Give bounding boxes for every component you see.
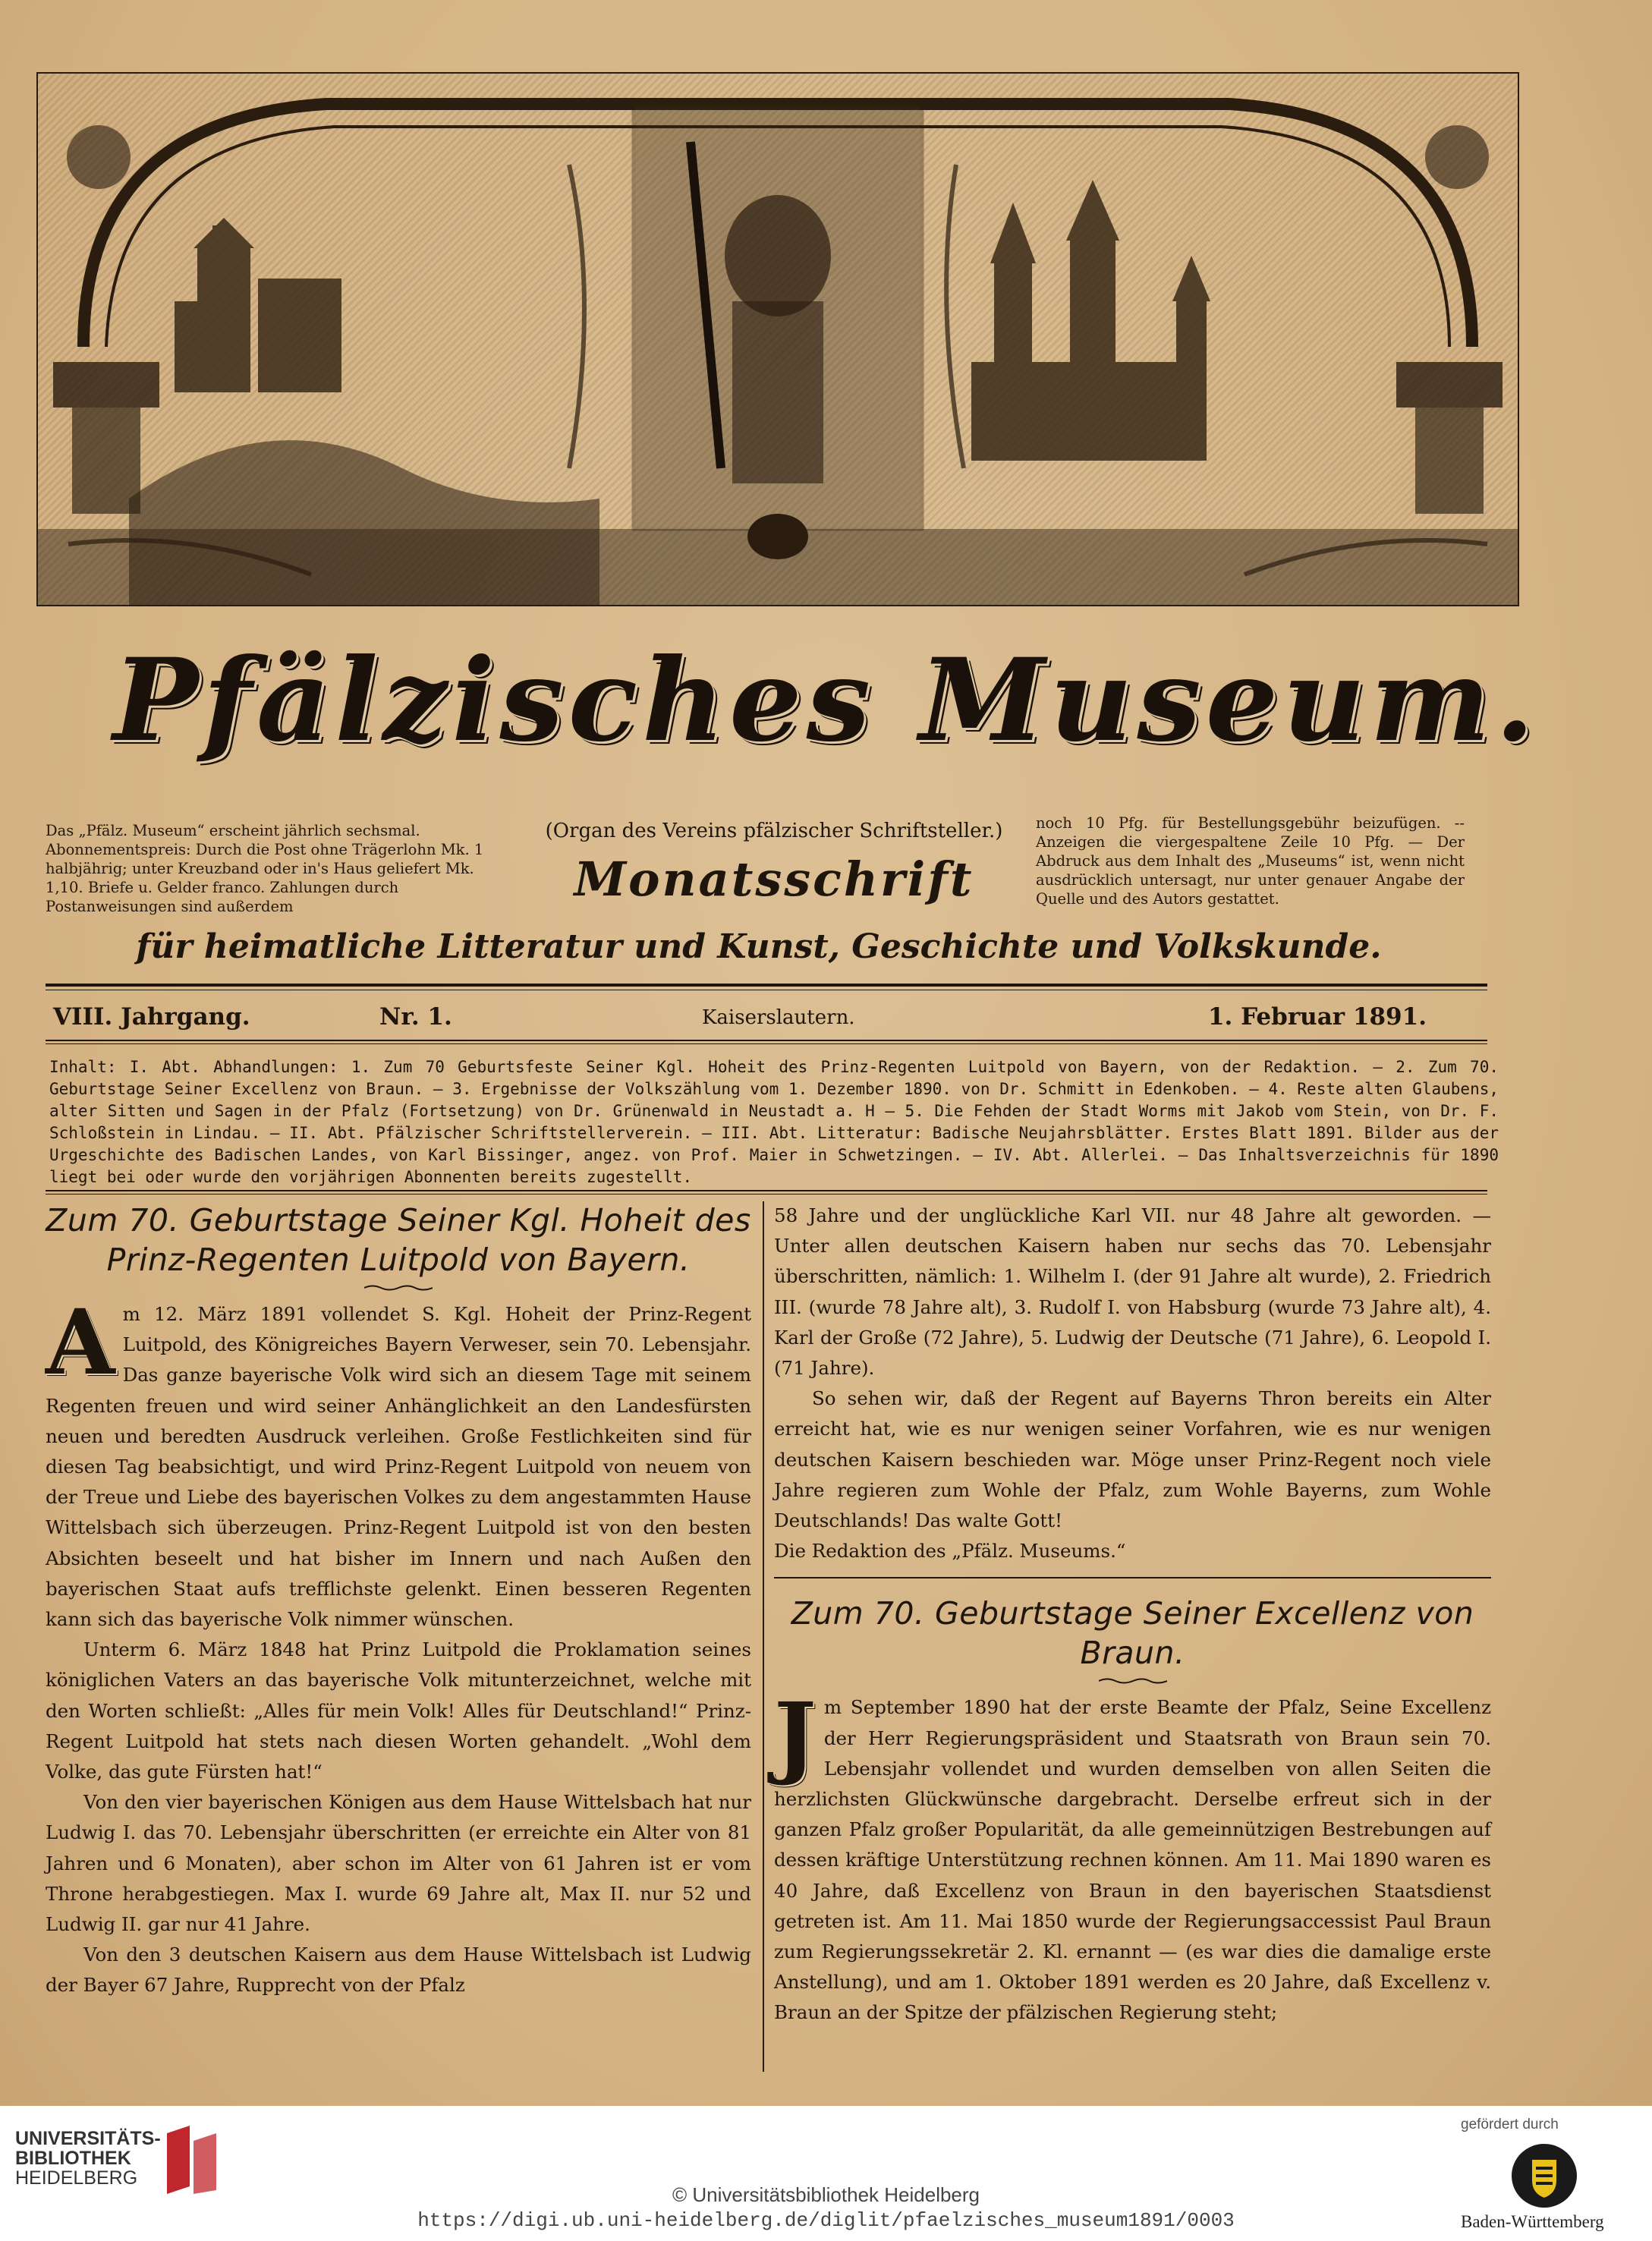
article-headline: Zum 70. Geburtstage Seiner Kgl. Hoheit des Prinz-Regenten Luitpold von Bayern. (46, 1202, 751, 1278)
paragraph: Am 12. März 1891 vollendet S. Kgl. Hoheit der Prinz-Regent Luitpold, des Königreiches Bayern Verweser, sein 70. Lebensjahr. Das ganze bayerische Volk wird sich an diesem Tage mit seinem Regenten freuen und wird seiner Anhänglichkeit an den Landesfürsten neuen und beredten Ausdruck verleihen. Große Festlichkeiten sind für diesen Tag beabsichtigt, und wird Prinz-Regent Luitpold von neuem von der Treue und Liebe des bayerischen Volkes zu dem angestammten Hause Wittelsbach sich überzeugen. Prinz-Regent Luitpold ist von den besten Absichten beseelt und hat bisher im Innern und nach Außen den bayerischen Staat aufs trefflichste gelenkt. Einen besseren Regenten kann sich das bayerische Volk nimmer wünschen. (46, 1289, 751, 1631)
monatsschrift-title: Monatsschrift (574, 851, 974, 907)
paragraph: So sehen wir, daß der Regent auf Bayerns Thron bereits ein Alter erreicht hat, wie es nur wenigen seiner Vorfahren, wie es nur wenigen deutschen Kaisern beschieden war. Möge unser Prinz-Regent noch viele Jahre regieren zum Wohle der Pfalz, zum Wohle Bayerns, zum Wohle Deutschlands! Das walte Gott! (774, 1387, 1491, 1532)
permalink[interactable]: https://digi.ub.uni-heidelberg.de/diglit/pfaelzisches_museum1891/0003 (417, 2209, 1235, 2232)
signature: Die Redaktion des „Pfälz. Museums.“ (774, 1540, 1126, 1563)
paragraph: Von den vier bayerischen Königen aus dem Hause Wittelsbach hat nur Ludwig I. das 70. Lebensjahr überschritten (er erreichte ein Alter von 81 Jahren und 6 Monaten), aber schon im Alter von 61 Jahren ist er vom Throne herabgestiegen. Max I. wurde 69 Jahre alt, Max II. nur 52 und Ludwig II. gar nur 41 Jahre. (46, 1791, 751, 1936)
subscription-notice: Das „Pfälz. Museum“ erscheint jährlich sechsmal. Abonnementspreis: Durch die Post ohne Trägerlohn Mk. 1 halbjährig; unter Kreuzband oder in's Haus geliefert Mk. 1,10. Briefe u. Gelder franco. Zahlungen durch Postanweisungen sind außerdem (46, 822, 484, 915)
issue-number: Nr. 1. (379, 1003, 452, 1031)
organ-line: (Organ des Vereins pfälzischer Schriftsteller.) (545, 820, 1003, 842)
advertising-notice: noch 10 Pfg. für Bestellungsgebühr beizufügen. -- Anzeigen die viergespaltene Zeile 10 Pfg. — Der Abdruck aus dem Inhalt des „Museums“ ist, wenn nicht ausdrücklich untersagt, nur unter genauer Angabe der Quelle und des Autors gestattet. (1036, 814, 1465, 908)
divider (46, 1040, 1487, 1041)
table-of-contents: Inhalt: I. Abt. Abhandlungen: 1. Zum 70 Geburtsfeste Seiner Kgl. Hoheit des Prinz-Regenten Luitpold von Bayern, von der Redaktion. — 2. Zum 70. Geburtstage Seiner Excellenz von Braun. — 3. Ergebnisse der Volkszählung vom 1. Dezember 1890. von Dr. Schmitt in Edenkoben. — 4. Reste alten Glaubens, alter Sitten und Sagen in der Pfalz (Fortsetzung) von Dr. Grünenwald in Neustadt a. H — 5. Die Fehden der Stadt Worms mit Jakob vom Stein, von Dr. F. Schloßstein in Lindau. — II. Abt. Pfälzischer Schriftstellerverein. — III. Abt. Litteratur: Badische Neujahrsblätter. Erstes Blatt 1891. Bilder aus der Urgeschichte des Badischen Landes, von Karl Bissinger, angez. von Prof. Maier in Schwetzingen. — IV. Abt. Allerlei. — Das Inhaltsverzeichnis für 1890 liegt bei oder wurde den vorjährigen Abonnenten bereits zugestellt. (49, 1058, 1499, 1186)
publication-subtitle: für heimatliche Litteratur und Kunst, Geschichte und Volkskunde. (136, 927, 1382, 966)
issue-date: 1. Februar 1891. (1207, 1003, 1427, 1031)
article-body (774, 1682, 1491, 2028)
left-column (46, 1201, 751, 2001)
paragraph: Von den 3 deutschen Kaisern aus dem Hause Wittelsbach ist Ludwig der Bayer 67 Jahre, Rupprecht von der Pfalz (46, 1944, 751, 1997)
paragraph: 58 Jahre und der unglückliche Karl VII. nur 48 Jahre alt geworden. — Unter allen deutschen Kaisern haben nur sechs das 70. Lebensjahr überschritten, nämlich: 1. Wilhelm I. (der 91 Jahre alt wurde), 2. Friedrich III. (wurde 78 Jahre alt), 3. Rudolf I. von Habsburg (wurde 73 Jahre alt), 4. Karl der Große (72 Jahre), 5. Ludwig der Deutsche (71 Jahre), 6. Leopold I. (71 Jahre). (774, 1204, 1491, 1380)
divider (46, 984, 1487, 987)
place: Kaiserslautern. (702, 1006, 855, 1029)
divider (46, 1043, 1487, 1044)
masthead-title: Pfälzisches Museum. (112, 634, 1540, 767)
funded-by-label: gefördert durch (1461, 2117, 1559, 2132)
issue-line (53, 1003, 1457, 1035)
volume: VIII. Jahrgang. (53, 1003, 250, 1031)
paragraph: Unterm 6. März 1848 hat Prinz Luitpold die Proklamation seines königlichen Vaters an das bayerische Volk mitunterzeichnet, welche mit den Worten schließt: „Alles für mein Volk! Alles für Deutschland!“ Prinz-Regent Luitpold hat stets nach diesen Worten gehandelt. „Wohl dem Volke, das gute Fürsten hat!“ (46, 1638, 751, 1783)
drop-cap: A (46, 1289, 115, 1395)
flourish-icon (1099, 1677, 1167, 1685)
drop-cap: J (774, 1682, 817, 1789)
column-divider (763, 1201, 764, 2072)
footer (0, 2106, 1652, 2241)
copyright: © Universitätsbibliothek Heidelberg (672, 2183, 980, 2206)
article-body (46, 1289, 751, 2001)
paragraph: Jm September 1890 hat der erste Beamte der Pfalz, Seine Excellenz der Herr Regierungspräsident und Staatsrath von Braun sein 70. Lebensjahr vollendet und wurden demselben von allen Seiten die herzlichsten Glückwünsche dargebracht. Derselbe erfreut sich in der ganzen Pfalz großer Popularität, da alle gemeinnützigen Bestrebungen auf dessen kräftige Unterstützung rechnen können. Am 11. Mai 1890 waren es 40 Jahre, daß Excellenz von Braun in den bayerischen Staatsdienst getreten ist. Am 11. Mai 1850 wurde der Regierungsaccessist Paul Braun zum Regierungssekretär 2. Kl. ernannt — (es war dies die damalige erste Anstellung), und am 1. Oktober 1891 werden es 20 Jahre, daß Excellenz v. Braun an der Spitze der pfälzischen Regierung steht; (774, 1682, 1491, 2024)
baden-wuerttemberg-seal-icon (1510, 2142, 1578, 2209)
divider (774, 1577, 1491, 1578)
flourish-icon (364, 1284, 433, 1292)
right-column (774, 1201, 1491, 2029)
divider (46, 1190, 1487, 1191)
header-engraving-illustration (36, 72, 1519, 606)
funder-name: Baden-Württemberg (1461, 2212, 1604, 2231)
article-headline: Zum 70. Geburtstage Seiner Excellenz von Braun. (791, 1595, 1474, 1672)
article-continuation (774, 1201, 1491, 1566)
library-logo[interactable]: UNIVERSITÄTS- BIBLIOTHEK HEIDELBERG (15, 2128, 161, 2189)
engraving-icon (38, 74, 1518, 605)
